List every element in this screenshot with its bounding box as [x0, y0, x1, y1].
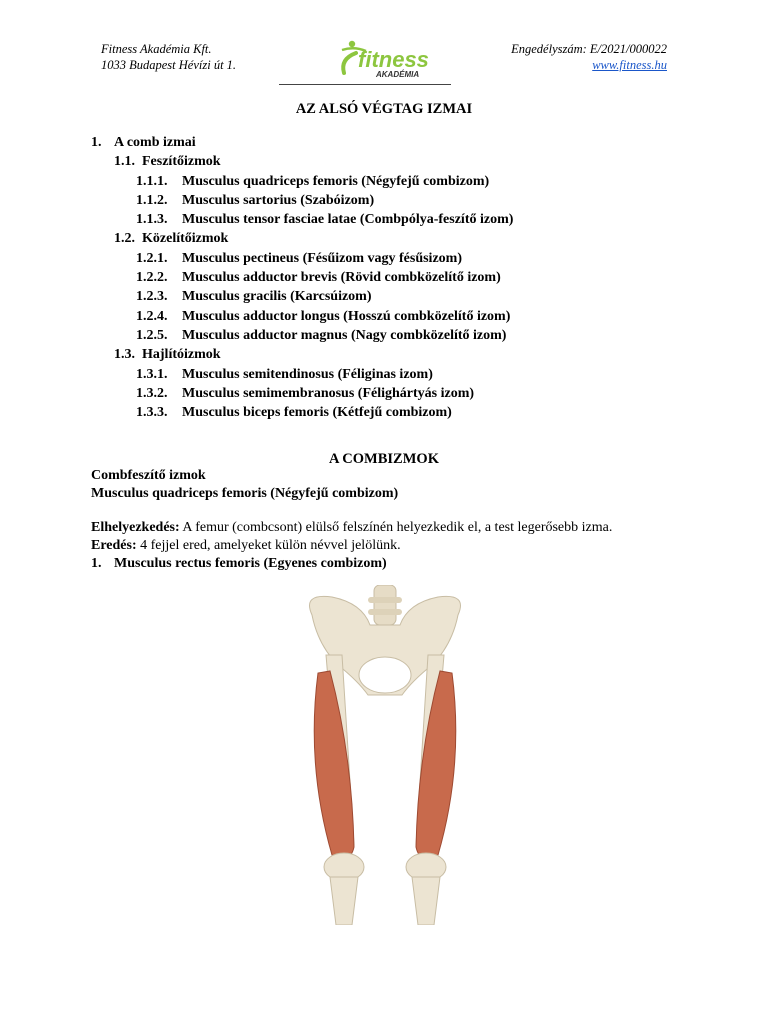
header-right	[511, 41, 667, 73]
toc-item-level-3	[91, 326, 513, 345]
toc-item-level-2	[91, 229, 513, 248]
toc-item-level-3	[91, 384, 513, 403]
toc-item-level-3	[91, 249, 513, 268]
toc-number: 1.3.2.	[136, 385, 168, 401]
toc-number: 1.1.2.	[136, 192, 168, 208]
toc-item-level-2	[91, 152, 513, 171]
toc-item-level-3	[91, 287, 513, 306]
toc-number: 1.2.1.	[136, 250, 168, 266]
toc-item-level-3	[91, 172, 513, 191]
toc-item-level-3	[91, 210, 513, 229]
header-divider	[279, 84, 451, 85]
toc-text: Musculus pectineus (Fésűizom vagy fésűsizom)	[182, 250, 462, 266]
toc-number: 1.2.2.	[136, 270, 168, 286]
toc-item-level-2	[91, 345, 513, 364]
toc-number: 1.3.1.	[136, 366, 168, 382]
toc-number: 1.2.4.	[136, 308, 168, 324]
location-paragraph	[91, 519, 612, 537]
origin-text: 4 fejjel ered, amelyeket külön névvel jelölünk.	[136, 538, 401, 553]
toc-item-level-1	[91, 133, 513, 152]
toc-number: 1.2.	[114, 231, 135, 247]
toc-number: 1.1.	[114, 154, 135, 170]
section-body	[91, 467, 612, 573]
location-label: Elhelyezkedés:	[91, 520, 180, 535]
table-of-contents	[91, 133, 513, 422]
toc-number: 1.2.5.	[136, 327, 168, 343]
toc-number: 1.1.1.	[136, 173, 168, 189]
toc-item-level-3	[91, 403, 513, 422]
toc-text: Musculus adductor brevis (Rövid combközelítő izom)	[182, 270, 501, 286]
company-address: 1033 Budapest Hévízi út 1.	[101, 58, 237, 72]
toc-item-level-3	[91, 307, 513, 326]
toc-text: Feszítőizmok	[142, 154, 221, 170]
toc-number: 1.	[91, 135, 102, 150]
toc-text: Közelítőizmok	[142, 231, 229, 247]
toc-number: 1.2.3.	[136, 289, 168, 305]
company-name: Fitness Akadémia Kft.	[101, 42, 212, 56]
toc-item-level-3	[91, 268, 513, 287]
toc-text: Musculus biceps femoris (Kétfejű combizom)	[182, 405, 452, 421]
toc-text: Musculus semimembranosus (Félighártyás izom)	[182, 385, 475, 401]
website-link[interactable]: www.fitness.hu	[592, 58, 667, 72]
toc-item-level-3	[91, 191, 513, 210]
logo-subtext: AKADÉMIA	[376, 70, 420, 79]
page-title: AZ ALSÓ VÉGTAG IZMAI	[295, 101, 473, 117]
toc-item-level-3	[91, 365, 513, 384]
location-text: A femur (combcsont) elülső felszínén helyezkedik el, a test legerősebb izma.	[179, 520, 613, 535]
toc-text: Musculus semitendinosus (Féliginas izom)	[182, 366, 433, 382]
toc-text: Musculus tensor fasciae latae (Combpólya-feszítő izom)	[182, 212, 514, 228]
license-number: Engedélyszám: E/2021/000022	[511, 42, 667, 56]
anatomy-illustration	[292, 585, 478, 925]
toc-text: Musculus gracilis (Karcsúizom)	[182, 289, 372, 305]
toc-text: Musculus adductor magnus (Nagy combközelítő izom)	[182, 327, 507, 343]
section-subtitle: Combfeszítő izmok	[91, 468, 206, 483]
toc-text: A comb izmai	[114, 135, 196, 150]
toc-number: 1.3.	[114, 347, 135, 363]
item-number: 1.	[91, 556, 102, 571]
toc-number: 1.3.3.	[136, 405, 168, 421]
logo-text: fitness	[358, 47, 429, 72]
origin-paragraph	[91, 537, 612, 555]
toc-number: 1.1.3.	[136, 212, 168, 228]
muscle-heading: Musculus quadriceps femoris (Négyfejű combizom)	[91, 486, 399, 501]
toc-text: Musculus quadriceps femoris (Négyfejű combizom)	[182, 173, 490, 189]
fitness-logo	[332, 37, 432, 81]
numbered-item	[91, 555, 612, 573]
section-title: A COMBIZMOK	[329, 451, 439, 467]
toc-text: Hajlítóizmok	[142, 347, 221, 363]
toc-text: Musculus sartorius (Szabóizom)	[182, 192, 375, 208]
item-text: Musculus rectus femoris (Egyenes combizom)	[114, 556, 387, 571]
origin-label: Eredés:	[91, 538, 137, 553]
header-left	[101, 41, 236, 73]
toc-text: Musculus adductor longus (Hosszú combközelítő izom)	[182, 308, 511, 324]
